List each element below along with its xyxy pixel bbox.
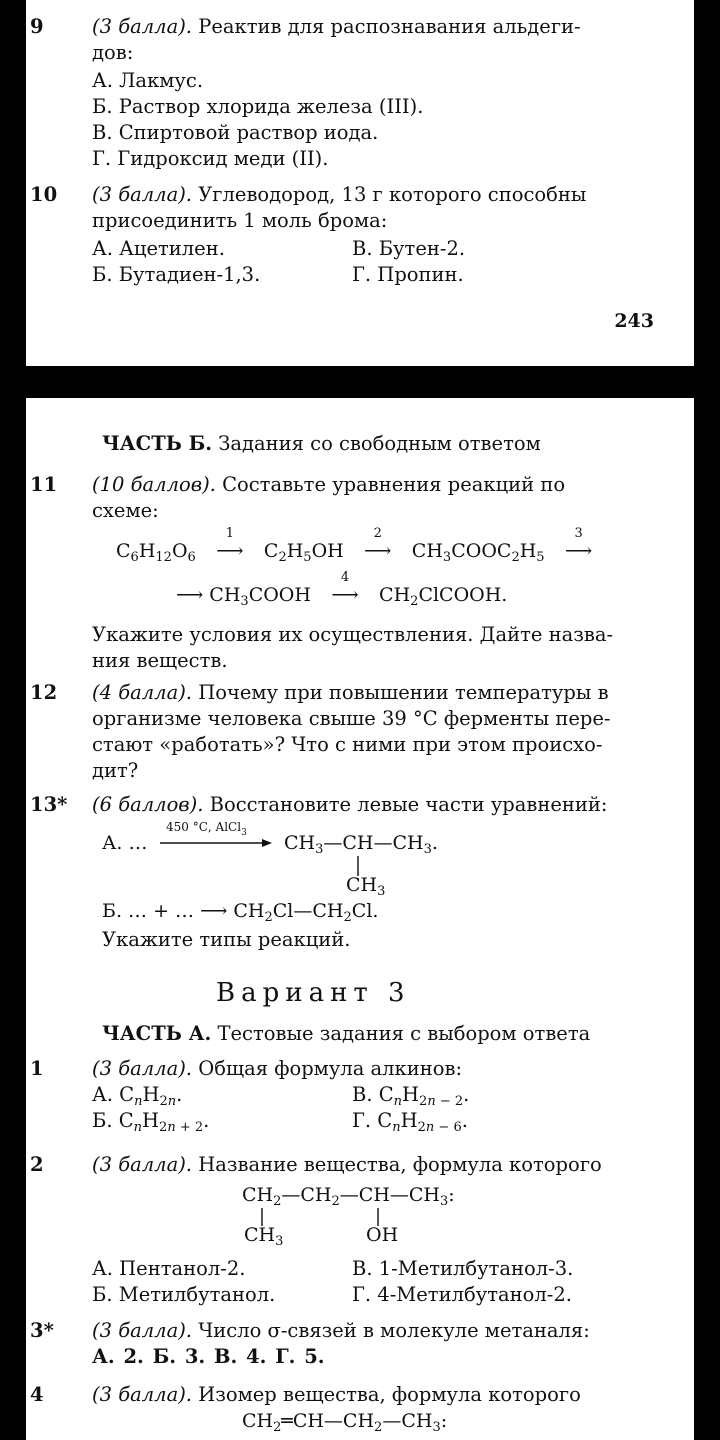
question-points: (3 балла). bbox=[92, 1057, 193, 1080]
arrow-label: 1 bbox=[225, 526, 234, 541]
reaction-scheme-line1: $C_6H_{12}O_6$ 1 ⟶ $C_2H_5OH$ 2 ⟶ $CH_3COOC_2H_5$ 3 ⟶ bbox=[116, 540, 607, 562]
part-b-heading bbox=[102, 432, 541, 455]
option-g: Г. $C_nH_{2n - 6}$. bbox=[352, 1109, 468, 1135]
part-label: ЧАСТЬ А. bbox=[102, 1022, 212, 1045]
question-points: (3 балла). bbox=[92, 15, 193, 38]
question-11-instructions bbox=[92, 622, 692, 674]
question-text: Реактив для распознавания альдеги- bbox=[192, 15, 581, 38]
option-g: Г. 4-Метилбутанол-2. bbox=[352, 1283, 572, 1306]
arrow-label: 2 bbox=[373, 526, 382, 541]
arrow-3: 3 ⟶ bbox=[555, 540, 603, 562]
question-points: (3 балла). bbox=[92, 1153, 193, 1176]
part-label: ЧАСТЬ Б. bbox=[102, 432, 213, 455]
question-number: 2 bbox=[30, 1153, 44, 1176]
option-item: Г. Гидроксид меди (II). bbox=[92, 147, 329, 170]
branch-ch3: $CH_3$ bbox=[244, 1224, 284, 1249]
structural-formula: $CH_2—CH_2—CH—CH_3$: bbox=[242, 1184, 455, 1209]
reaction-scheme-line2: ⟶ $CH_3COOH$ 4 ⟶ $CH_2ClCOOH$. bbox=[176, 570, 508, 609]
page-bottom bbox=[26, 398, 694, 1440]
option-g: Г. Пропин. bbox=[352, 263, 464, 286]
question-text: организме человека свыше 39 °С ферменты пере- bbox=[92, 707, 611, 730]
question-number: 3* bbox=[30, 1319, 54, 1342]
branch-oh: OH bbox=[366, 1224, 399, 1246]
option-item: В. Спиртовой раствор иода. bbox=[92, 121, 379, 144]
question-text: дов: bbox=[92, 41, 134, 64]
page-top bbox=[26, 0, 694, 366]
question-10 bbox=[30, 182, 692, 288]
question-13 bbox=[30, 792, 692, 818]
question-text: стают «работать»? Что с ними при этом происхо- bbox=[92, 733, 603, 756]
option-item: А. Лакмус. bbox=[92, 69, 204, 92]
arrow-2: 2 ⟶ bbox=[354, 540, 402, 562]
question-number: 1 bbox=[30, 1057, 44, 1080]
long-arrow bbox=[160, 836, 274, 850]
question-text: Число σ-связей в молекуле метаналя: bbox=[192, 1319, 590, 1342]
variant-title: Вариант 3 bbox=[216, 978, 411, 1008]
question-points: (10 баллов). bbox=[92, 473, 216, 496]
option-b: Б. $C_nH_{2n + 2}$. bbox=[92, 1109, 210, 1135]
question-text: дит? bbox=[92, 759, 139, 782]
option-v: В. 1-Метилбутанол-3. bbox=[352, 1257, 574, 1280]
equation-a bbox=[102, 832, 147, 854]
question-text: Углеводород, 13 г которого способны bbox=[192, 183, 587, 206]
question-text: Укажите типы реакций. bbox=[102, 928, 351, 951]
question-number: 12 bbox=[30, 681, 58, 704]
option-a: А. $C_nH_{2n}$. bbox=[92, 1083, 183, 1109]
question-4 bbox=[30, 1382, 692, 1408]
option-v: В. Бутен-2. bbox=[352, 237, 466, 260]
condition-label: 450 °С, AlCl$_3$ bbox=[166, 820, 247, 838]
question-text: ния веществ. bbox=[92, 649, 228, 672]
question-11 bbox=[30, 472, 692, 524]
question-points: (3 балла). bbox=[92, 183, 193, 206]
question-text: Составьте уравнения реакций по bbox=[215, 473, 566, 496]
product-formula: $CH_3—CH—CH_3$. bbox=[284, 832, 438, 857]
question-text: Почему при повышении температуры в bbox=[192, 681, 609, 704]
question-text: Изомер вещества, формула которого bbox=[192, 1383, 581, 1406]
option-b: Б. Метилбутанол. bbox=[92, 1283, 276, 1306]
question-number: 11 bbox=[30, 473, 58, 496]
structural-formula: $CH_2═CH—CH_2—CH_3$: bbox=[242, 1410, 448, 1435]
options-list bbox=[92, 68, 692, 172]
arrow-1: 1 ⟶ bbox=[206, 540, 254, 562]
question-text: присоединить 1 моль брома: bbox=[92, 209, 388, 232]
page-number: 243 bbox=[614, 310, 654, 332]
question-2 bbox=[30, 1152, 692, 1178]
question-text: схеме: bbox=[92, 499, 159, 522]
question-points: (4 балла). bbox=[92, 681, 193, 704]
arrow-label: 3 bbox=[574, 526, 583, 541]
option-b: Б. Бутадиен-1,3. bbox=[92, 263, 261, 286]
answer-options: А. 2. Б. 3. В. 4. Г. 5. bbox=[92, 1345, 325, 1368]
question-number: 10 bbox=[30, 183, 58, 206]
option-v: В. $C_nH_{2n - 2}$. bbox=[352, 1083, 470, 1109]
equation-label: А. … bbox=[102, 832, 148, 854]
question-number: 4 bbox=[30, 1383, 44, 1406]
part-a-heading bbox=[102, 1022, 590, 1045]
question-text: Восстановите левые части уравнений: bbox=[203, 793, 608, 816]
question-points: (3 балла). bbox=[92, 1383, 193, 1406]
equation-label: Б. … + … bbox=[102, 900, 195, 922]
option-item: Б. Раствор хлорида железа (III). bbox=[92, 95, 424, 118]
condition-text: 450 °С, AlCl bbox=[166, 820, 242, 834]
question-text: Название вещества, формула которого bbox=[192, 1153, 602, 1176]
question-2-options bbox=[92, 1256, 692, 1308]
equation-b: Б. … + … ⟶ $CH_2Cl—CH_2Cl$. bbox=[102, 900, 379, 925]
arrow-label: 4 bbox=[340, 570, 350, 585]
question-1 bbox=[30, 1056, 692, 1135]
question-3 bbox=[30, 1318, 692, 1370]
arrow-4: 4 ⟶ bbox=[321, 584, 369, 606]
question-points: (6 баллов). bbox=[92, 793, 204, 816]
part-title: Задания со свободным ответом bbox=[212, 432, 541, 455]
question-number: 9 bbox=[30, 15, 44, 38]
option-a: А. Ацетилен. bbox=[92, 237, 225, 260]
option-a: А. Пентанол-2. bbox=[92, 1257, 246, 1280]
branch-ch3: $CH_3$ bbox=[346, 874, 386, 899]
part-title: Тестовые задания с выбором ответа bbox=[211, 1022, 591, 1045]
question-points: (3 балла). bbox=[92, 1319, 193, 1342]
question-12 bbox=[30, 680, 692, 784]
question-number: 13* bbox=[30, 793, 68, 816]
question-text: Укажите условия их осуществления. Дайте назва- bbox=[92, 623, 614, 646]
question-text: Общая формула алкинов: bbox=[192, 1057, 463, 1080]
question-9 bbox=[30, 14, 692, 172]
